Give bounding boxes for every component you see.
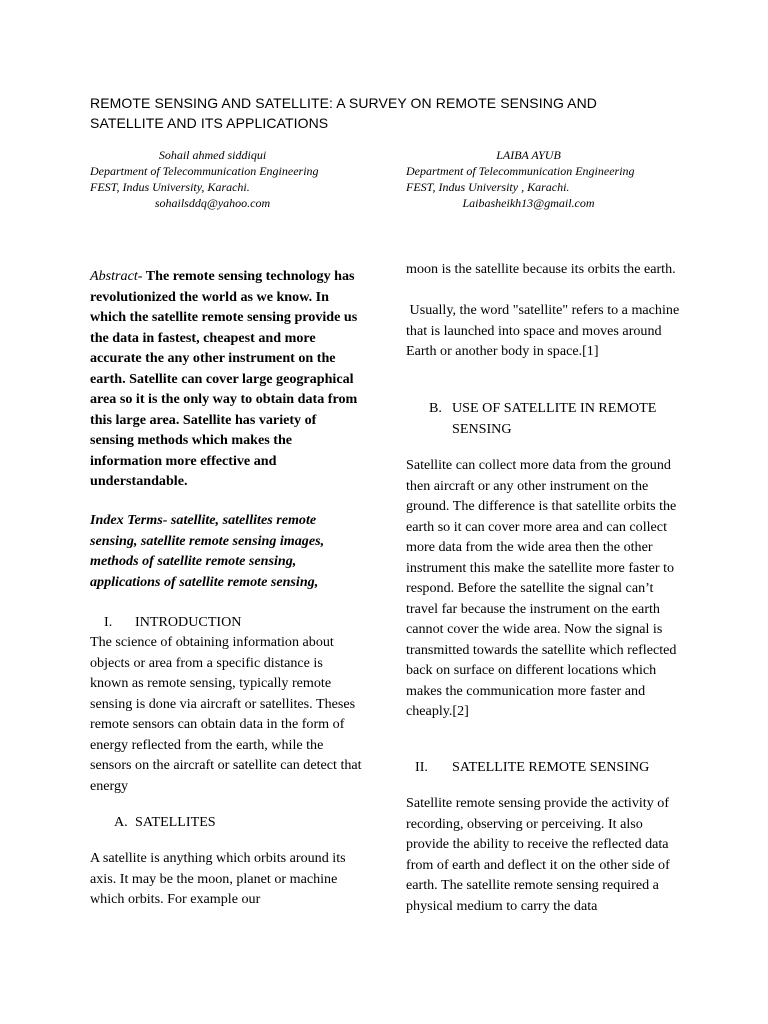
author-name: Sohail ahmed siddiqui <box>158 148 267 162</box>
section-number: II. <box>415 759 428 775</box>
section-heading-satellites <box>114 812 216 833</box>
satellites-text-continued: moon is the satellite because its orbits the earth. <box>406 261 676 277</box>
section-number: B. <box>429 400 442 416</box>
section-heading-use-of-satellite <box>429 398 656 439</box>
satellites-text-definition: Usually, the word "satellite" refers to a machine that is launched into space and moves around Earth or another body in space.[1] <box>406 302 683 359</box>
author-name: LAIBA AYUB <box>496 148 561 162</box>
section-number: A. <box>114 814 128 830</box>
paper-title <box>90 93 690 133</box>
author-department: Department of Telecommunication Engineering <box>406 164 635 178</box>
section-title: SATELLITE REMOTE SENSING <box>452 759 650 775</box>
abstract-text: The remote sensing technology has revolutionized the world as we know. In which the satellite remote sensing provide us the data in fastest, cheapest and more accurate the any other instrument on the earth. Satellite can cover large geographical area so it is the only way to obtain data from this large area. Satellite has variety of sensing methods which makes the information more effective and understandable. <box>90 268 358 489</box>
author-affiliation: FEST, Indus University , Karachi. <box>406 180 570 194</box>
section-number: I. <box>104 614 113 630</box>
use-of-satellite-text: Satellite can collect more data from the ground then aircraft or any other instrument on the ground. The difference is that satellite orbits the earth so it can cover more area and can collect more data from the wide area then the other instrument this make the satellite more faster to respond. Before the satellite the signal can’t travel far because the instrument on the earth cannot cover the wide area. Now the signal is transmitted towards the satellite which reflected back on surface on different locations which makes the communication more faster and cheaply.[2] <box>406 457 677 719</box>
abstract <box>90 266 362 492</box>
index-terms: Index Terms- satellite, satellites remote sensing, satellite remote sensing images, methods of satellite remote sensing, applications of satellite remote sensing, <box>90 512 325 590</box>
introduction-text: The science of obtaining information about objects or area from a specific distance is known as remote sensing, typically remote sensing is done via aircraft or satellites. Theses remote sensors can obtain data in the form of energy reflected from the earth, while the sensors on the aircraft or satellite can detect that energy <box>90 634 362 794</box>
author-block-1 <box>90 147 335 211</box>
author-block-2 <box>406 147 651 211</box>
section-heading-satellite-remote-sensing <box>415 757 649 778</box>
section-title: INTRODUCTION <box>135 614 242 630</box>
title-line-2: SATELLITE AND ITS APPLICATIONS <box>90 115 329 131</box>
author-department: Department of Telecommunication Engineering <box>90 164 319 178</box>
author-affiliation: FEST, Indus University, Karachi. <box>90 180 250 194</box>
satellites-text: A satellite is anything which orbits around its axis. It may be the moon, planet or machine which orbits. For example our <box>90 850 346 907</box>
author-email: sohailsddq@yahoo.com <box>154 196 271 210</box>
abstract-label: Abstract- <box>90 268 143 284</box>
section-title: USE OF SATELLITE IN REMOTE <box>452 400 657 416</box>
title-line-1: REMOTE SENSING AND SATELLITE: A SURVEY ON REMOTE SENSING AND <box>90 95 598 111</box>
section-title-continued: SENSING <box>452 420 512 437</box>
section-heading-introduction <box>104 612 241 633</box>
satellite-remote-sensing-text: Satellite remote sensing provide the activity of recording, observing or perceiving. It also provide the ability to receive the reflected data from of earth and deflect it on the other side of earth. The satellite remote sensing required a physical medium to carry the data <box>406 795 670 914</box>
author-email: Laibasheikh13@gmail.com <box>462 196 595 210</box>
section-title: SATELLITES <box>135 814 216 830</box>
